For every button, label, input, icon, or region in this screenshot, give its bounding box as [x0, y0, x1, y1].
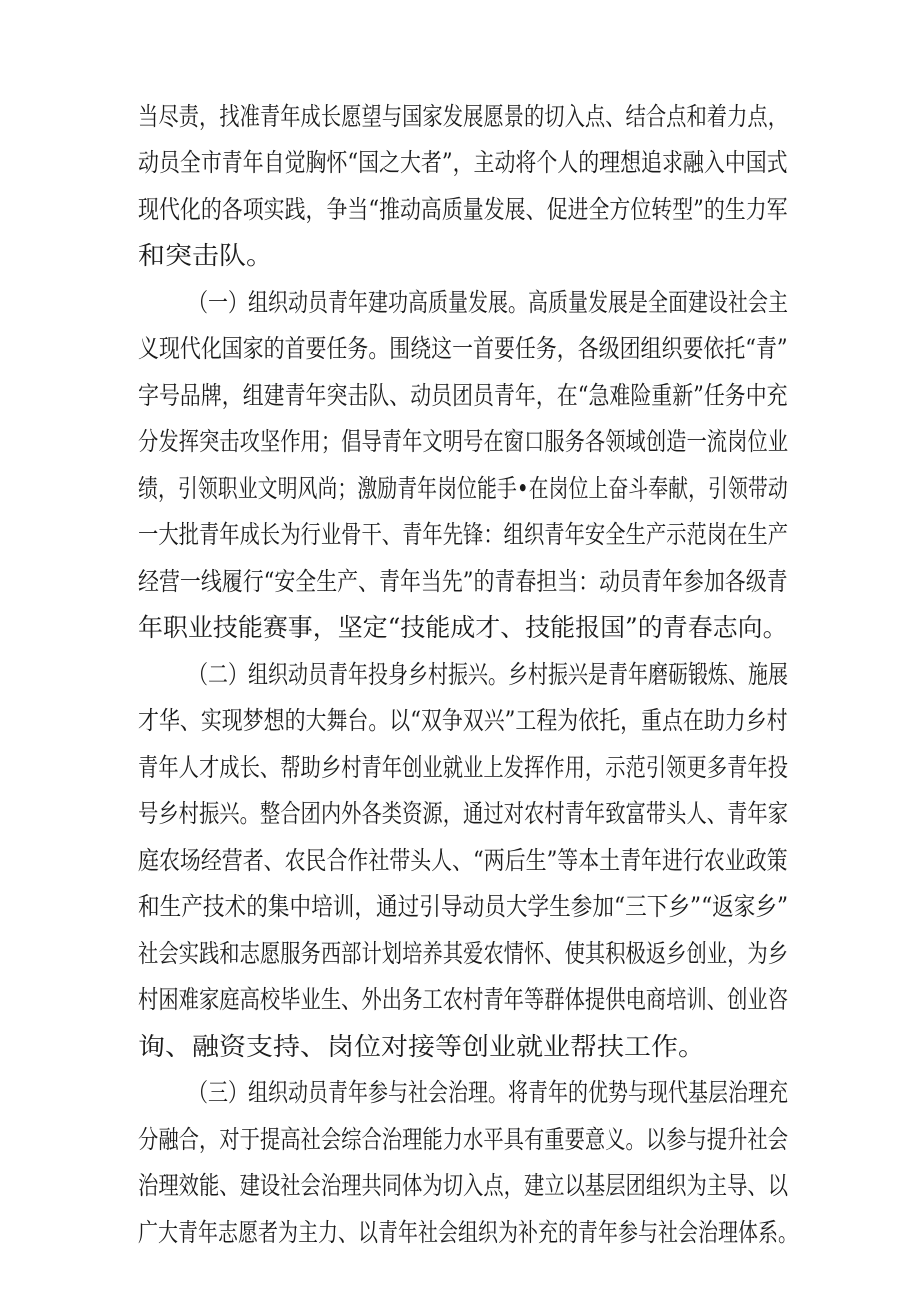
text-line: 字号品牌，组建青年突击队、动员团员青年，在“急难险重新”任务中充	[138, 381, 788, 410]
text-line: 社会实践和志愿服务西部计划培养其爱农情怀、使其积极返乡创业，为乡	[138, 939, 789, 968]
text-line: 村困难家庭高校毕业生、外出务工农村青年等群体提供电商培训、创业咨	[138, 985, 789, 1014]
text-line: 治理效能、建设社会治理共同体为切入点，建立以基层团组织为主导、以	[138, 1171, 789, 1200]
text-line: 分发挥突击攻坚作用；倡导青年文明号在窗口服务各领域创造一流岗位业	[138, 427, 789, 456]
text-line: 和生产技术的集中培训，通过引导动员大学生参加“三下乡”“返家乡”	[138, 892, 789, 921]
text-line: 才华、实现梦想的大舞台。以“双争双兴”工程为依托，重点在助力乡村	[138, 706, 788, 735]
text-line: 分融合，对于提高社会综合治理能力水平具有重要意义。以参与提升社会	[138, 1125, 789, 1154]
text-line: 经营一线履行“安全生产、青年当先”的青春担当：动员青年参加各级青	[138, 567, 788, 596]
text-line: （二）组织动员青年投身乡村振兴。乡村振兴是青年磨砺锻炼、施展	[188, 660, 789, 689]
text-line: 广大青年志愿者为主力、以青年社会组织为补充的青年参与社会治理体系。	[138, 1218, 799, 1247]
text-line: 当尽责，找准青年成长愿望与国家发展愿景的切入点、结合点和着力点，	[138, 102, 789, 131]
text-line: 和突击队。	[138, 241, 274, 270]
text-line: 年职业技能赛事，坚定“技能成才、技能报国”的青春志向。	[138, 613, 788, 642]
text-line: （一）组织动员青年建功高质量发展。高质量发展是全面建设社会主	[188, 288, 789, 317]
text-line: 庭农场经营者、农民合作社带头人、“两后生”等本土青年进行农业政策	[138, 846, 788, 875]
text-line: 询、融资支持、岗位对接等创业就业帮扶工作。	[138, 1032, 706, 1061]
text-line: 动员全市青年自觉胸怀“国之大者”，主动将个人的理想追求融入中国式	[138, 148, 788, 177]
text-line: （三）组织动员青年参与社会治理。将青年的优势与现代基层治理充	[188, 1078, 789, 1107]
text-line: 现代化的各项实践，争当“推动高质量发展、促进全方位转型”的生力军	[138, 195, 788, 224]
text-line: 号乡村振兴。整合团内外各类资源，通过对农村青年致富带头人、青年家	[138, 799, 789, 828]
text-line: 绩，引领职业文明风尚；激励青年岗位能手•在岗位上奋斗奉献，引领带动	[138, 474, 788, 503]
text-line: 一大批青年成长为行业骨干、青年先锋：组织青年安全生产示范岗在生产	[138, 520, 789, 549]
text-line: 义现代化国家的首要任务。围绕这一首要任务，各级团组织要依托“青”	[138, 334, 788, 363]
text-line: 青年人才成长、帮助乡村青年创业就业上发挥作用，示范引领更多青年投	[138, 753, 789, 782]
